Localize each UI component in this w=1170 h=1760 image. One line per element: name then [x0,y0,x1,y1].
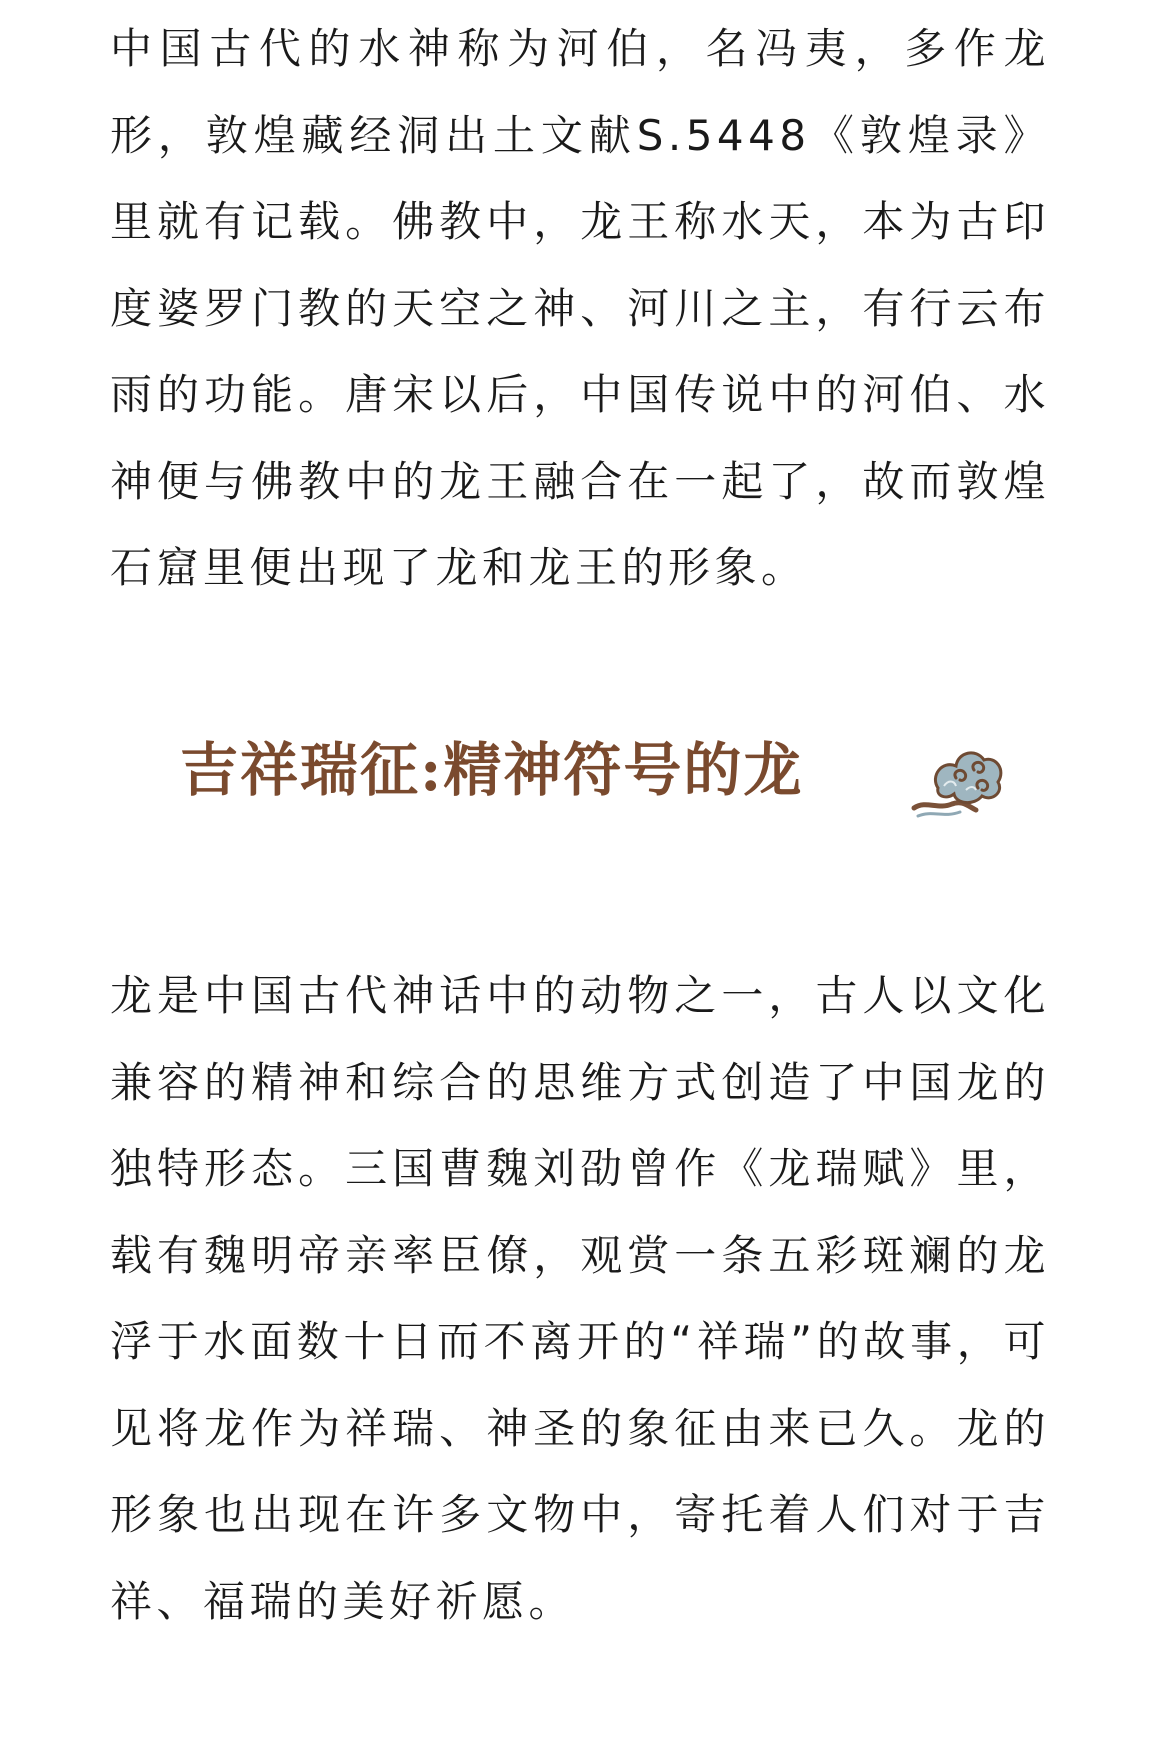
section-title: 吉祥瑞征:精神符号的龙 [180,736,804,804]
body-paragraph-auspicious-dragon: 龙是中国古代神话中的动物之一，古人以文化兼容的精神和综合的思维方式创造了中国龙的独特形态。三国曹魏刘劭曾作《龙瑞赋》里，载有魏明帝亲率臣僚，观赏一条五彩斑斓的龙浮于水面数十日而不离开的“祥瑞”的故事，可见将龙作为祥瑞、神圣的象征由来已久。龙的形象也出现在许多文物中，寄托着人们对于吉祥、福瑞的美好祈愿。 [110,971,1050,1626]
section-heading [180,720,1020,830]
body-paragraph-water-god: 中国古代的水神称为河伯，名冯夷，多作龙形，敦煌藏经洞出土文献S.5448《敦煌录》里就有记载。佛教中，龙王称水天，本为古印度婆罗门教的天空之神、河川之主，有行云布雨的功能。唐宋以后，中国传说中的河伯、水神便与佛教中的龙王融合在一起了，故而敦煌石窟里便出现了龙和龙王的形象。 [110,24,1050,592]
auspicious-cloud-icon [908,730,1008,825]
